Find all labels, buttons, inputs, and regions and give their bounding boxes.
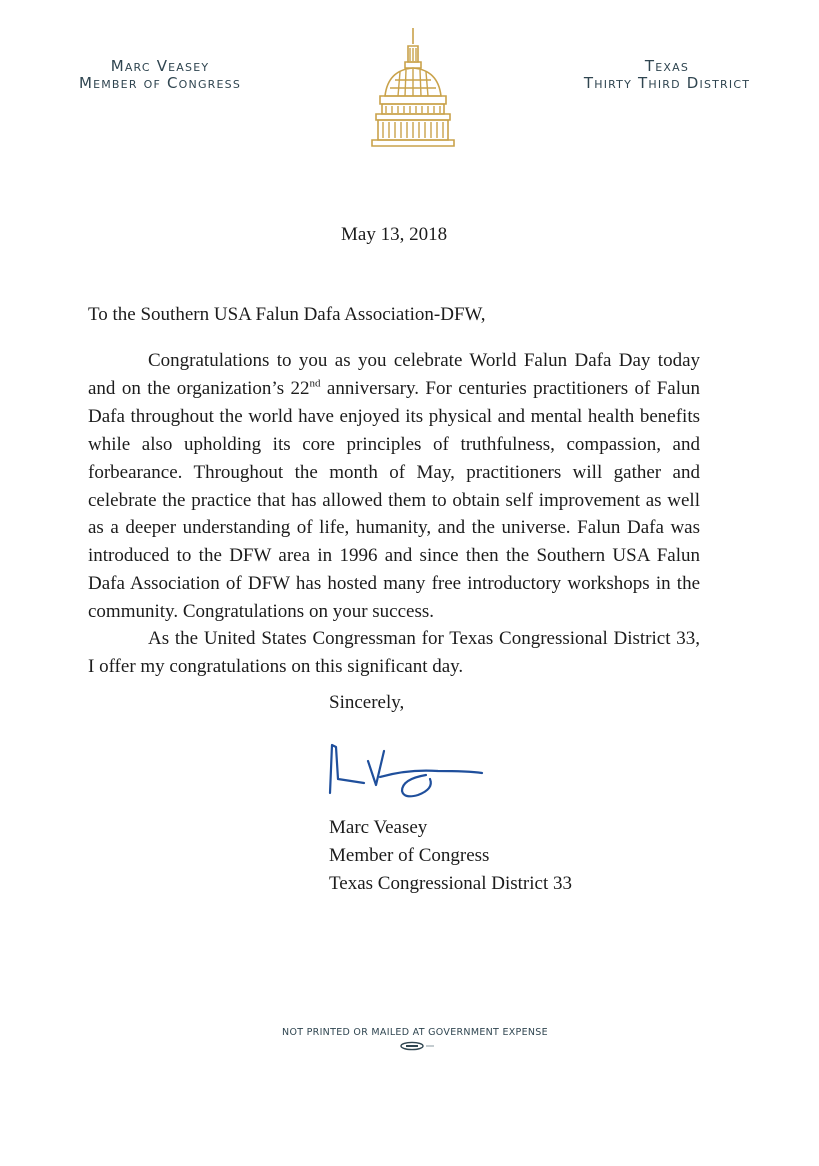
signer-district: Texas Congressional District 33 <box>329 873 572 894</box>
letterhead-state: Texas <box>644 57 690 75</box>
union-label-icon <box>398 1041 438 1051</box>
letterhead-right <box>552 58 782 92</box>
signer-title: Member of Congress <box>329 845 490 866</box>
letterhead-title: Member of Congress <box>78 74 242 92</box>
ordinal-suffix: nd <box>309 377 321 390</box>
paragraph-1-text-b: anniversary. For centuries practitioners of Falun Dafa throughout the world have enjoyed its physical and mental health benefits while also upholding its core principles of truthfulness, compassion, and forbearance. Throughout the month of May, practitioners will gather and celebrate the practice that has allowed them to obtain self improvement as well as a deeper understanding of life, humanity, and the universe. Falun Dafa was introduced to the DFW area in 1996 and since then the Southern USA Falun Dafa Association of DFW has hosted many free introductory workshops in the community. Congratulations on your success. <box>88 377 701 623</box>
signature-icon <box>318 733 488 803</box>
body-paragraph-2: As the United States Congressman for Texas Congressional District 33, I offer my congratulations on this significant day. <box>88 628 700 677</box>
letter-date: May 13, 2018 <box>341 224 448 245</box>
body-paragraph-1 <box>88 347 700 626</box>
letterhead-name: Marc Veasey <box>110 57 210 75</box>
letterhead-district: Thirty Third District <box>583 74 751 92</box>
footer-notice: NOT PRINTED OR MAILED AT GOVERNMENT EXPENSE <box>282 1027 548 1038</box>
signer-name: Marc Veasey <box>329 817 428 838</box>
signature-block <box>329 814 572 898</box>
paragraph-1-text-a: Congratulations to you as you celebrate World Falun Dafa Day today and on the organization’s 22 <box>88 350 700 399</box>
salutation: To the Southern USA Falun Dafa Association-DFW, <box>88 304 486 325</box>
letterhead-left <box>40 58 280 92</box>
closing: Sincerely, <box>329 692 405 713</box>
capitol-dome-icon <box>370 24 456 152</box>
